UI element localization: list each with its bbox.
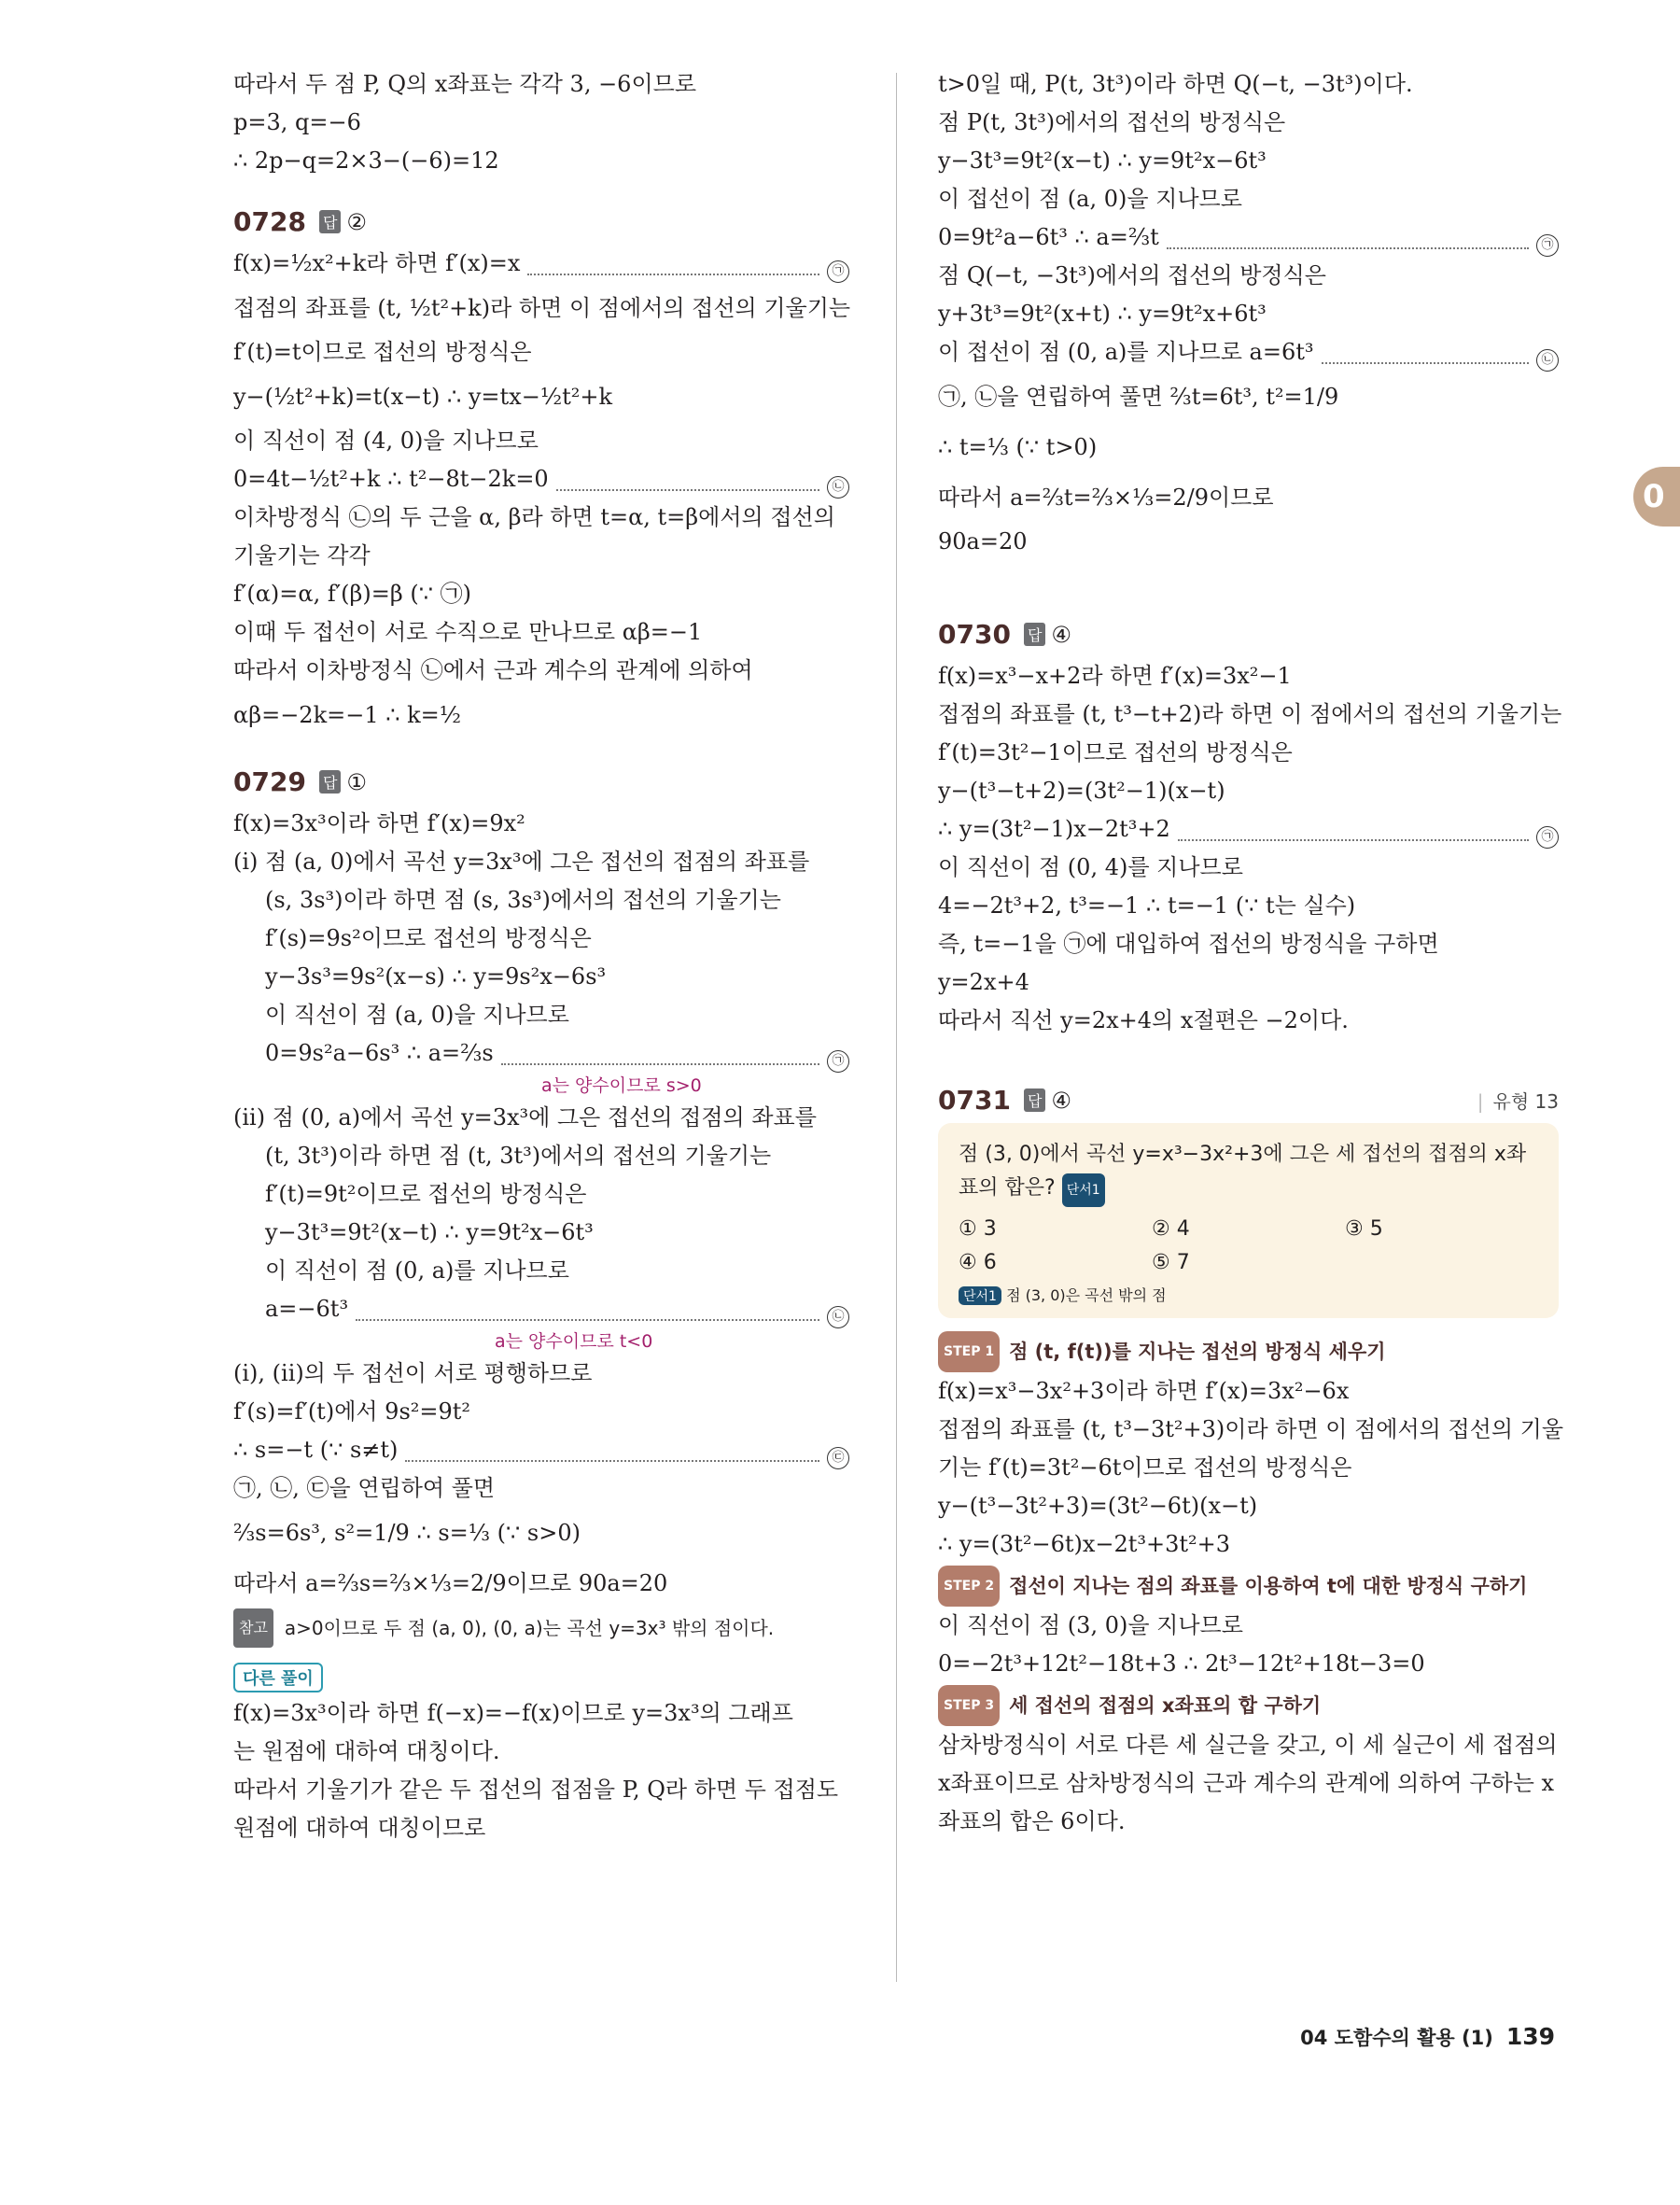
marker-b: ㉡ [827, 476, 849, 499]
text-line: t>0일 때, P(t, 3t³)이라 하면 Q(−t, −3t³)이다. [938, 71, 1413, 97]
text-line: f(x)=x³−x+2라 하면 f′(x)=3x²−1 [938, 663, 1292, 689]
answer-label: 답 [1024, 1088, 1045, 1112]
marker-c: ㉢ [827, 1447, 849, 1469]
right-column [938, 65, 1563, 1841]
text-line: y−3t³=9t²(x−t) ∴ y=9t²x−6t³ [938, 147, 1267, 174]
text-line: 접점의 좌표를 (t, t³−t+2)라 하면 이 점에서의 접선의 기울기는 [938, 701, 1562, 727]
problem-number: 0731 [938, 1085, 1011, 1116]
text-line: 따라서 기울기가 같은 두 접선의 접점을 P, Q라 하면 두 접점도 [233, 1777, 839, 1803]
text-line: 이 직선이 점 (0, a)를 지나므로 [265, 1257, 569, 1284]
text-line: y−(t³−t+2)=(3t²−1)(x−t) [938, 778, 1225, 804]
question-text: 점 (3, 0)에서 곡선 y=x³−3x²+3에 그은 세 접선의 접점의 x좌표의 합은? 단서1 [959, 1138, 1538, 1207]
text-line: 기울기는 각각 [233, 542, 371, 569]
answer-value: ② [346, 208, 367, 235]
text-line: 원점에 대하여 대칭이므로 [233, 1815, 486, 1841]
text-line: 이때 두 접선이 서로 수직으로 만나므로 αβ=−1 [233, 619, 703, 645]
text-line: ∴ t=⅓ (∵ t>0) [938, 434, 1098, 460]
text-line: 점 P(t, 3t³)에서의 접선의 방정식은 [938, 109, 1286, 135]
answer-label: 답 [319, 210, 341, 233]
text-line: f(x)=x³−3x²+3이라 하면 f′(x)=3x²−6x [938, 1378, 1350, 1404]
chapter-side-tab: 0 [1633, 467, 1680, 527]
text-line: a=−6t³ ㉡ [233, 1290, 849, 1328]
text-line: f′(t)=3t²−1이므로 접선의 방정식은 [938, 739, 1293, 765]
answer-label: 답 [1024, 623, 1045, 646]
hint-line: 단서1 점 (3, 0)은 곡선 밖의 점 [959, 1284, 1538, 1305]
text-line: 이 접선이 점 (a, 0)을 지나므로 [938, 186, 1242, 212]
column-divider [896, 73, 897, 1982]
text-line: 0=4t−½t²+k ∴ t²−8t−2k=0 ㉡ [233, 460, 849, 499]
text-line: (s, 3s³)이라 하면 점 (s, 3s³)에서의 접선의 기울기는 [265, 887, 781, 913]
problem-number: 0729 [233, 766, 306, 797]
problem-header-0728 [233, 206, 849, 237]
text-line: 이 직선이 점 (0, 4)를 지나므로 [938, 854, 1243, 880]
marker-b: ㉡ [1536, 349, 1559, 372]
problem-number: 0728 [233, 206, 306, 237]
text-line: 점 Q(−t, −3t³)에서의 접선의 방정식은 [938, 262, 1326, 288]
text-line: p=3, q=−6 [233, 109, 361, 135]
step-label: STEP 2 [938, 1566, 1000, 1607]
text-line: 기는 f′(t)=3t²−6t이므로 접선의 방정식은 [938, 1454, 1352, 1481]
marker-a: ㉠ [827, 260, 849, 283]
text-line: αβ=−2k=−1 ∴ k=½ [233, 702, 462, 728]
text-line: 는 원점에 대하여 대칭이다. [233, 1738, 500, 1764]
text-line: 접점의 좌표를 (t, ½t²+k)라 하면 이 점에서의 접선의 기울기는 [233, 295, 851, 321]
answer-value: ① [346, 768, 367, 795]
answer-label: 답 [319, 770, 341, 794]
choice-list [959, 1213, 1538, 1280]
text-line: 이차방정식 ㉡의 두 근을 α, β라 하면 t=α, t=β에서의 접선의 [233, 504, 835, 530]
text-line: 0=−2t³+12t²−18t+3 ∴ 2t³−12t²+18t−3=0 [938, 1650, 1425, 1677]
step-label: STEP 1 [938, 1331, 1000, 1372]
answer-value: ④ [1051, 621, 1071, 648]
text-line: f′(α)=α, f′(β)=β (∵ ㉠) [233, 581, 472, 607]
text-line: (ii) 점 (0, a)에서 곡선 y=3x³에 그은 접선의 접점의 좌표를 [233, 1104, 817, 1131]
marker-a: ㉠ [1536, 234, 1559, 257]
chapter-title: 04 도함수의 활용 (1) [1300, 2027, 1493, 2049]
text-line: 따라서 두 점 P, Q의 x좌표는 각각 3, −6이므로 [233, 71, 697, 97]
text-line: 이 직선이 점 (3, 0)을 지나므로 [938, 1612, 1243, 1638]
text-line: f′(s)=f′(t)에서 9s²=9t² [233, 1398, 471, 1425]
text-line: ∴ y=(3t²−6t)x−2t³+3t²+3 [938, 1531, 1231, 1557]
text-line: 삼차방정식이 서로 다른 세 실근을 갖고, 이 세 실근이 세 접점의 [938, 1732, 1558, 1758]
text-line: 접점의 좌표를 (t, t³−3t²+3)이라 하면 이 점에서의 접선의 기울 [938, 1416, 1563, 1442]
annotation-note: a는 양수이므로 s>0 [541, 1075, 702, 1096]
answer-value: ④ [1051, 1087, 1071, 1114]
text-line: y−(½t²+k)=t(x−t) ∴ y=tx−½t²+k [233, 384, 613, 410]
problem-header-0729 [233, 766, 849, 797]
step-1-header: STEP 1 점 (t, f(t))를 지나는 접선의 방정식 세우기 [938, 1331, 1559, 1372]
page-number: 139 [1505, 2023, 1555, 2050]
text-line: (i) 점 (a, 0)에서 곡선 y=3x³에 그은 접선의 접점의 좌표를 [233, 849, 810, 875]
text-line: f′(t)=t이므로 접선의 방정식은 [233, 339, 532, 365]
problem-number: 0730 [938, 619, 1011, 650]
text-line: ∴ y=(3t²−1)x−2t³+2 ㉠ [938, 810, 1559, 849]
text-line: 따라서 이차방정식 ㉡에서 근과 계수의 관계에 의하여 [233, 657, 753, 683]
text-line: ⅔s=6s³, s²=1/9 ∴ s=⅓ (∵ s>0) [233, 1520, 581, 1546]
text-line: 90a=20 [938, 528, 1028, 555]
text-line: 좌표의 합은 6이다. [938, 1808, 1126, 1834]
left-column [233, 65, 849, 1847]
text-line: (i), (ii)의 두 접선이 서로 평행하므로 [233, 1360, 593, 1386]
text-line: 이 직선이 점 (4, 0)을 지나므로 [233, 428, 539, 454]
step-2-header: STEP 2 접선이 지나는 점의 좌표를 이용하여 t에 대한 방정식 구하기 [938, 1566, 1559, 1607]
text-line: f′(t)=9t²이므로 접선의 방정식은 [265, 1181, 587, 1207]
text-line: f(x)=3x³이라 하면 f(−x)=−f(x)이므로 y=3x³의 그래프 [233, 1700, 793, 1726]
text-line: 이 직선이 점 (a, 0)을 지나므로 [265, 1002, 569, 1028]
text-line: (t, 3t³)이라 하면 점 (t, 3t³)에서의 접선의 기울기는 [265, 1143, 772, 1169]
choice-1: ① 3 [959, 1217, 997, 1241]
text-line: x좌표이므로 삼차방정식의 근과 계수의 관계에 의하여 구하는 x [938, 1770, 1555, 1796]
text-line: ㉠, ㉡, ㉢을 연립하여 풀면 [233, 1475, 496, 1501]
text-line: y−3t³=9t²(x−t) ∴ y=9t²x−6t³ [265, 1219, 594, 1245]
text-line: y=2x+4 [938, 969, 1029, 995]
text-line: ㉠, ㉡을 연립하여 풀면 ⅔t=6t³, t²=1/9 [938, 384, 1339, 410]
choice-5: ⑤ 7 [1152, 1251, 1190, 1274]
hint-tag: 단서1 [1062, 1173, 1105, 1207]
problem-header-0731 [938, 1085, 1559, 1116]
alternate-solution-label: 다른 풀이 [233, 1663, 323, 1692]
text-line: f′(s)=9s²이므로 접선의 방정식은 [265, 925, 592, 951]
text-line: f(x)=½x²+k라 하면 f′(x)=x ㉠ [233, 245, 849, 283]
text-line: 이 접선이 점 (0, a)를 지나므로 a=6t³ ㉡ [938, 333, 1559, 372]
text-line: ∴ 2p−q=2×3−(−6)=12 [233, 147, 499, 174]
marker-a: ㉠ [827, 1050, 849, 1073]
text-line: y−3s³=9s²(x−s) ∴ y=9s²x−6s³ [265, 963, 607, 990]
text-line: 0=9t²a−6t³ ∴ a=⅔t ㉠ [938, 218, 1559, 257]
reference-note: 참고 a>0이므로 두 점 (a, 0), (0, a)는 곡선 y=3x³ 밖의 점이다. [233, 1608, 849, 1648]
step-label: STEP 3 [938, 1685, 1000, 1726]
text-line: 따라서 직선 y=2x+4의 x절편은 −2이다. [938, 1007, 1349, 1033]
problem-type-tag: | 유형 13 [1477, 1087, 1559, 1114]
text-line: 따라서 a=⅔s=⅔×⅓=2/9이므로 90a=20 [233, 1570, 668, 1596]
reference-label: 참고 [233, 1608, 273, 1648]
text-line: y+3t³=9t²(x+t) ∴ y=9t²x+6t³ [938, 301, 1267, 327]
choice-2: ② 4 [1152, 1217, 1190, 1241]
marker-b: ㉡ [827, 1306, 849, 1328]
text-line: 4=−2t³+2, t³=−1 ∴ t=−1 (∵ t는 실수) [938, 892, 1356, 919]
question-box [938, 1123, 1559, 1318]
choice-3: ③ 5 [1345, 1217, 1383, 1241]
step-3-header: STEP 3 세 접선의 접점의 x좌표의 합 구하기 [938, 1685, 1559, 1726]
text-line: 즉, t=−1을 ㉠에 대입하여 접선의 방정식을 구하면 [938, 931, 1439, 957]
text-line: 0=9s²a−6s³ ∴ a=⅔s ㉠ [233, 1034, 849, 1073]
text-line: ∴ s=−t (∵ s≠t) ㉢ [233, 1431, 849, 1469]
annotation-note: a는 양수이므로 t<0 [495, 1331, 653, 1352]
choice-4: ④ 6 [959, 1251, 997, 1274]
marker-a: ㉠ [1536, 826, 1559, 849]
text-line: 따라서 a=⅔t=⅔×⅓=2/9이므로 [938, 485, 1274, 511]
problem-header-0730 [938, 619, 1559, 650]
page-footer [1300, 2023, 1555, 2051]
text-line: f(x)=3x³이라 하면 f′(x)=9x² [233, 810, 525, 836]
text-line: y−(t³−3t²+3)=(3t²−6t)(x−t) [938, 1493, 1258, 1519]
